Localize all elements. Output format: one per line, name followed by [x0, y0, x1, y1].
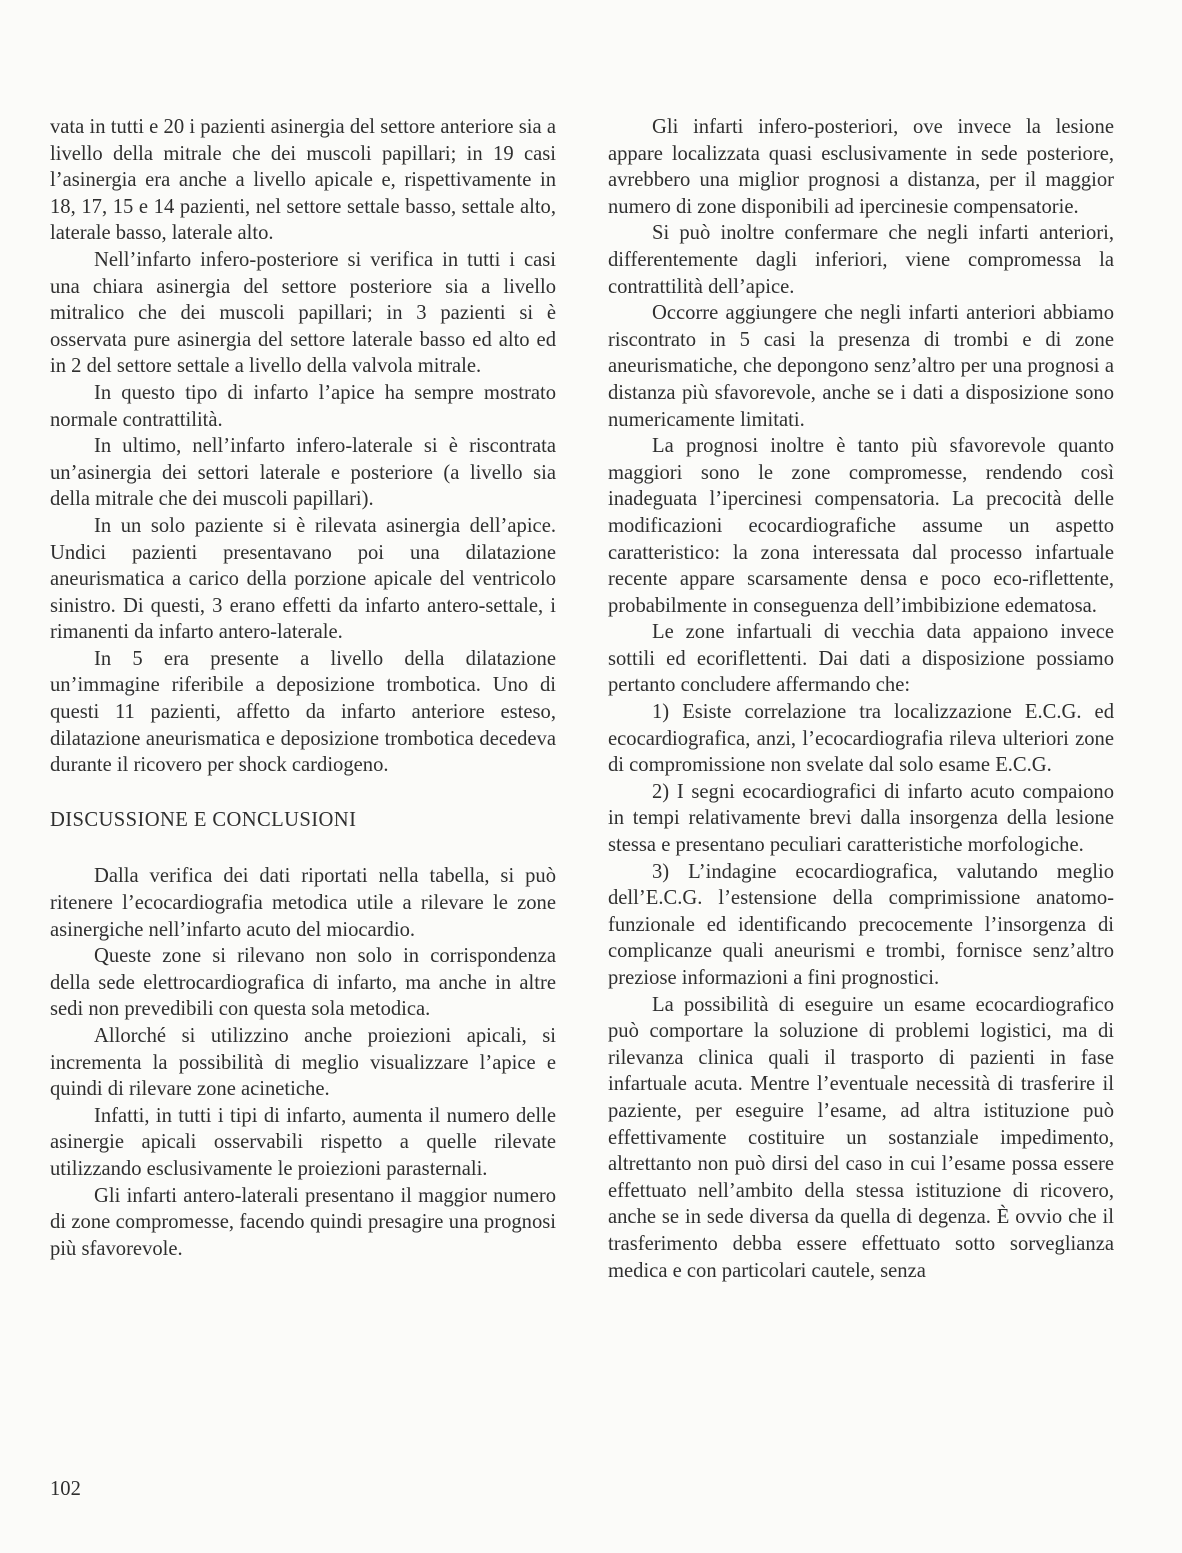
list-item: 1) Esiste correlazione tra localizzazione E.C.G. ed ecocardiografica, anzi, l’ecocardiografia rileva ulteriori zone di compromissione non svelate dal solo esame E.C.G. — [608, 701, 1114, 777]
paragraph: Infatti, in tutti i tipi di infarto, aumenta il numero delle asinergie apicali osservabili rispetto a quelle rilevate utilizzando esclusivamente le proiezioni parasternali. — [50, 1104, 556, 1180]
paragraph: Occorre aggiungere che negli infarti anteriori abbiamo riscontrato in 5 casi la presenza di trombi e di zone aneurismatiche, che depongono senz’altro per una prognosi a distanza più sfavorevole, anche se i dati a disposizione sono numericamente limitati. — [608, 302, 1114, 431]
paragraph: Gli infarti antero-laterali presentano il maggior numero di zone compromesse, facendo quindi presagire una prognosi più sfavorevole. — [50, 1184, 556, 1260]
section-heading: DISCUSSIONE E CONCLUSIONI — [50, 808, 357, 831]
paragraph: Dalla verifica dei dati riportati nella tabella, si può ritenere l’ecocardiografia metodica utile a rilevare le zone asinergiche nell’infarto acuto del miocardio. — [50, 865, 556, 941]
paragraph: Le zone infartuali di vecchia data appaiono invece sottili ed ecoriflettenti. Dai dati a disposizione possiamo pertanto concludere affermando che: — [608, 621, 1114, 697]
paragraph: Nell’infarto infero-posteriore si verifica in tutti i casi una chiara asinergia del settore posteriore sia a livello mitralico che dei muscoli papillari; in 3 pazienti si è osservata pure asinergia del settore laterale basso ed alto ed in 2 del settore settale a livello della valvola mitrale. — [50, 248, 556, 378]
right-column — [608, 114, 1114, 1284]
paragraph: Si può inoltre confermare che negli infarti anteriori, differentemente dagli inferiori, viene compromessa la contrattilità dell’apice. — [608, 222, 1114, 298]
list-item: 2) I segni ecocardiografici di infarto acuto compaiono in tempi relativamente brevi dalla insorgenza della lesione stessa e presentano peculiari caratteristiche morfologiche. — [608, 780, 1114, 857]
paragraph: Queste zone si rilevano non solo in corrispondenza della sede elettrocardiografica di infarto, ma anche in altre sedi non prevedibili con questa sola metodica. — [50, 945, 556, 1021]
paragraph: In un solo paziente si è rilevata asinergia dell’apice. Undici pazienti presentavano poi una dilatazione aneurismatica a carico della porzione apicale del ventricolo sinistro. Di questi, 3 erano effetti da infarto antero-settale, i rimanenti da infarto antero-laterale. — [50, 514, 556, 644]
paragraph: vata in tutti e 20 i pazienti asinergia del settore anteriore sia a livello della mitrale che dei muscoli papillari; in 19 casi l’asinergia era anche a livello apicale e, rispettivamente in 18, 17, 15 e 14 pazienti, nel settore settale basso, settale alto, laterale basso, laterale alto. — [50, 116, 556, 245]
left-column — [50, 114, 556, 1262]
paragraph: La possibilità di eseguire un esame ecocardiografico può comportare la soluzione di problemi logistici, ma di rilevanza clinica quali il trasporto di pazienti in fase infartuale acuta. Mentre l’eventuale necessità di trasferire il paziente, per eseguire l’esame, ad altra istituzione può effettivamente costituire un sostanziale impedimento, altrettanto non può dirsi del caso in cui l’esame possa essere effettuato nell’ambito della stessa istituzione di ricovero, anche se in sede diversa da quella di degenza. È ovvio che il trasferimento debba essere effettuato sotto sorveglianza medica e con particolari cautele, senza — [608, 993, 1114, 1282]
page-number: 102 — [50, 1478, 81, 1500]
paragraph: In questo tipo di infarto l’apice ha sempre mostrato normale contrattilità. — [50, 381, 556, 431]
paragraph: Gli infarti infero-posteriori, ove invece la lesione appare localizzata quasi esclusivamente in sede posteriore, avrebbero una miglior prognosi a distanza, per il maggior numero di zone disponibili ad ipercinesie compensatorie. — [608, 116, 1114, 218]
paragraph: La prognosi inoltre è tanto più sfavorevole quanto maggiori sono le zone compromesse, rendendo così inadeguata l’ipercinesi compensatoria. La precocità delle modificazioni ecocardiografiche assume un aspetto caratteristico: la zona interessata dal processo infartuale recente appare scarsamente densa e poco eco-riflettente, probabilmente in conseguenza dell’imbibizione edematosa. — [608, 435, 1114, 617]
list-item: 3) L’indagine ecocardiografica, valutando meglio dell’E.C.G. l’estensione della comprimissione anatomo-funzionale ed identificando precocemente l’insorgenza di complicanze quali aneurismi e trombi, fornisce senz’altro preziose informazioni a fini prognostici. — [608, 860, 1114, 989]
paragraph: Allorché si utilizzino anche proiezioni apicali, si incrementa la possibilità di meglio visualizzare l’apice e quindi di rilevare zone acinetiche. — [50, 1025, 556, 1101]
paragraph: In 5 era presente a livello della dilatazione un’immagine riferibile a deposizione trombotica. Uno di questi 11 pazienti, affetto da infarto anteriore esteso, dilatazione aneurismatica e deposizione trombotica decedeva durante il ricovero per shock cardiogeno. — [50, 647, 556, 777]
paragraph: In ultimo, nell’infarto infero-laterale si è riscontrata un’asinergia dei settori laterale e posteriore (a livello sia della mitrale che dei muscoli papillari). — [50, 435, 556, 511]
